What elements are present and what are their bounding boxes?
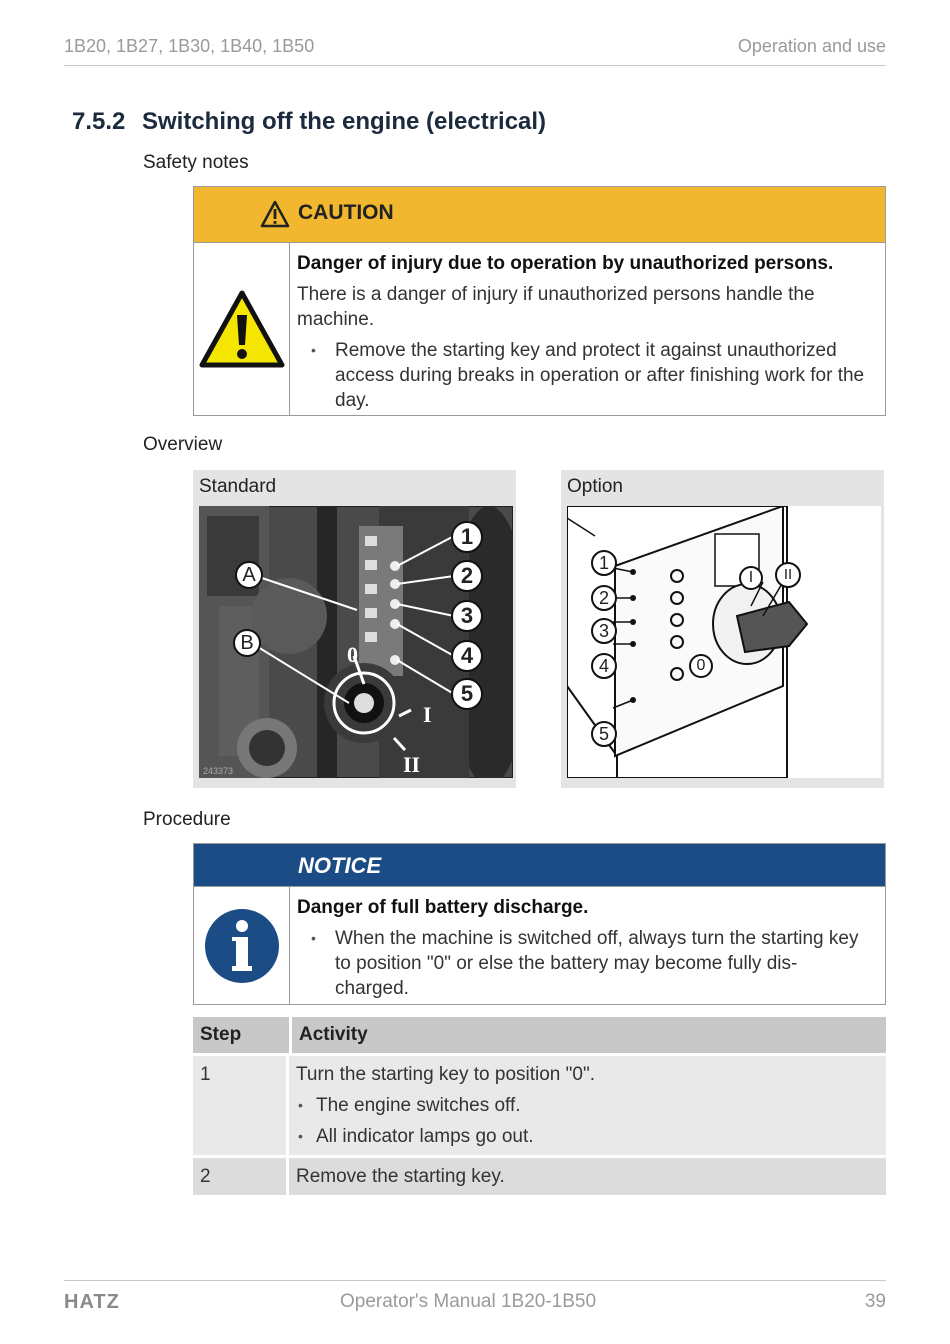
callout-A: A (235, 561, 263, 589)
steps-table (193, 1017, 886, 1195)
col-activity-header: Activity (289, 1017, 886, 1053)
step-activity-text: Remove the starting key. (296, 1166, 505, 1187)
callout-5: 5 (451, 678, 483, 710)
caution-icon-cell (194, 243, 290, 415)
header-models: 1B20, 1B27, 1B30, 1B40, 1B50 (64, 36, 315, 56)
key-position-0: 0 (347, 642, 358, 667)
warning-triangle-icon (199, 289, 285, 369)
caution-heading: Danger of injury due to operation by unauthorized persons. (297, 253, 834, 274)
subhead-overview: Overview (143, 434, 223, 455)
callout-B: B (233, 629, 261, 657)
figure-option (561, 470, 884, 788)
steps-header-row (193, 1017, 886, 1053)
page-footer (64, 1280, 886, 1320)
table-row (193, 1056, 886, 1155)
notice-label: NOTICE (298, 853, 382, 878)
section-number: 7.5.2 (72, 108, 126, 135)
subhead-procedure: Procedure (143, 809, 231, 830)
callout-1: 1 (451, 521, 483, 553)
option-callout-1: 1 (591, 550, 617, 576)
page-number: 39 (864, 1291, 886, 1312)
notice-band (194, 844, 885, 887)
option-key-position-II: II (775, 562, 801, 588)
figure-option-label: Option (567, 476, 623, 497)
option-key-position-I: I (739, 566, 763, 590)
notice-box (193, 843, 886, 1005)
header-chapter: Operation and use (737, 36, 886, 56)
step-number: 2 (193, 1158, 289, 1195)
footer-manual-title: Operator's Manual 1B20-1B50 (340, 1291, 597, 1312)
brand-logo: HATZ (64, 1291, 120, 1313)
step-sub-item: • All indicator lamps go out. (296, 1124, 886, 1149)
step-activity (289, 1056, 886, 1155)
section-title (72, 108, 546, 136)
info-icon (202, 906, 282, 986)
subhead-safety-notes: Safety notes (143, 152, 249, 173)
caution-bullet: • Remove the starting key and protect it against unauthorized access during breaks in operation or after finishing work for the day. (297, 338, 871, 413)
page-header (64, 36, 886, 66)
step-sub-item: • The engine switches off. (296, 1093, 886, 1118)
notice-text (290, 887, 885, 1004)
callout-4: 4 (451, 640, 483, 672)
section-title-text: Switching off the engine (electrical) (142, 108, 547, 135)
step-activity-text: Turn the starting key to position "0". (296, 1064, 595, 1085)
notice-bullet: • When the machine is switched off, always turn the starting key to position "0" or else the battery may become fully dis-charged. (297, 926, 871, 1001)
caution-text (290, 243, 885, 415)
key-position-I: I (423, 702, 432, 727)
notice-heading: Danger of full battery discharge. (297, 897, 589, 918)
caution-body: There is a danger of injury if unauthorized persons handle the machine. (297, 284, 815, 330)
option-callout-3: 3 (591, 618, 617, 644)
caution-small-warning-icon (260, 200, 290, 228)
option-callout-4: 4 (591, 653, 617, 679)
callout-3: 3 (451, 600, 483, 632)
col-step-header: Step (200, 1024, 242, 1045)
figure-standard (193, 470, 516, 788)
step-number: 1 (193, 1056, 289, 1155)
notice-icon-cell (194, 887, 290, 1004)
table-row (193, 1158, 886, 1195)
caution-label: CAUTION (298, 201, 394, 224)
key-position-II: II (403, 752, 421, 777)
option-callout-2: 2 (591, 585, 617, 611)
option-callout-5: 5 (591, 721, 617, 747)
figure-standard-label: Standard (199, 476, 277, 497)
image-code: 243373 (203, 766, 234, 776)
callout-2: 2 (451, 560, 483, 592)
step-activity (289, 1158, 886, 1195)
option-key-position-0: 0 (689, 654, 713, 678)
caution-band (194, 187, 885, 243)
caution-box (193, 186, 886, 416)
